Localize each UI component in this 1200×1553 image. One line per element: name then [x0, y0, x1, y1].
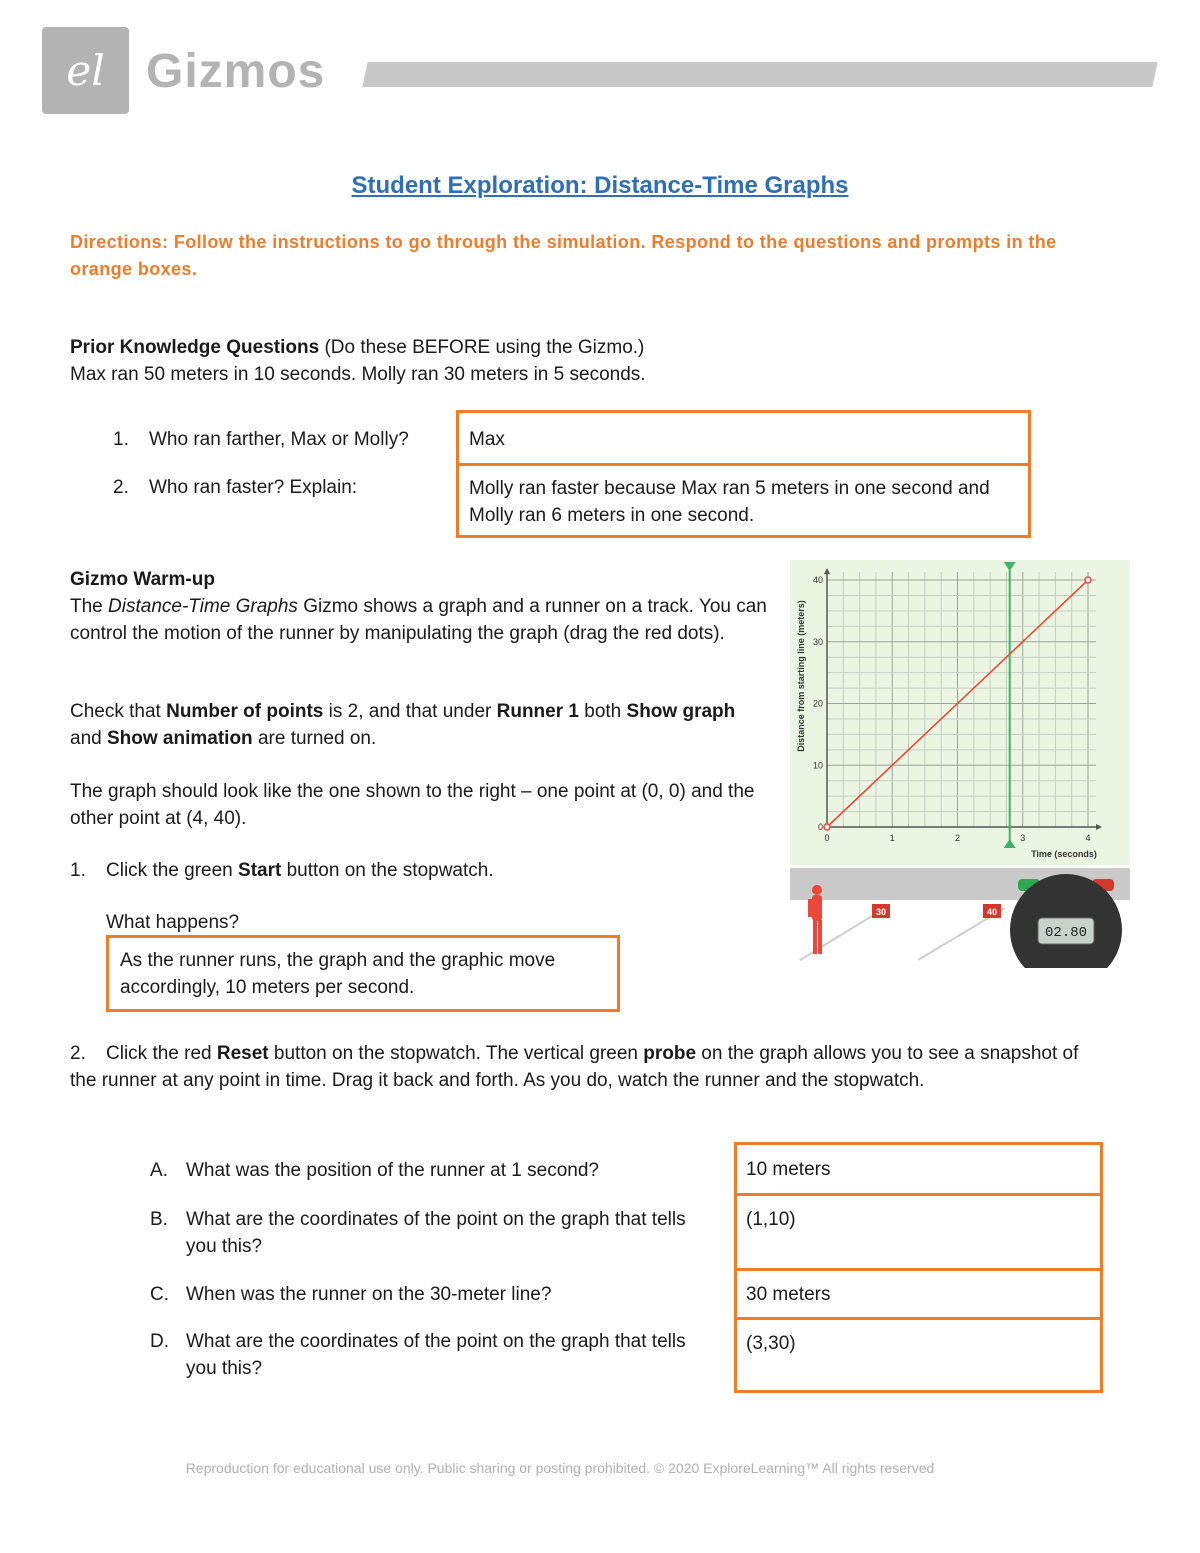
q1-answer[interactable]: As the runner runs, the graph and the graphic move accordingly, 10 meters per second.	[120, 950, 556, 998]
p2-b: Number of points	[166, 701, 324, 722]
q2-d: probe	[643, 1043, 697, 1064]
y-tick-label: 40	[812, 575, 823, 585]
q1-b: Start	[238, 860, 282, 881]
header-bar	[362, 62, 1157, 87]
stopwatch[interactable]	[1010, 874, 1122, 968]
p2-f: Show graph	[626, 701, 736, 722]
subquestion-letter: A.	[150, 1160, 168, 1181]
warmup-question-2	[70, 1040, 1100, 1094]
y-tick-label: 30	[812, 636, 823, 647]
x-axis-label: Time (seconds)	[1031, 849, 1097, 859]
marker-label: 40	[986, 907, 998, 917]
warmup-question-1	[70, 857, 770, 884]
subquestion-c	[150, 1281, 720, 1308]
answer-b[interactable]: (1,10)	[746, 1209, 796, 1230]
x-tick-label: 0	[824, 833, 830, 843]
question-number: 2.	[70, 1043, 86, 1064]
p2-a: Check that	[70, 701, 167, 722]
warmup-paragraph-1	[70, 593, 770, 647]
subquestion-letter: D.	[150, 1331, 169, 1352]
warmup-heading-text: Gizmo Warm-up	[70, 569, 215, 590]
subquestion-letter: C.	[150, 1284, 169, 1305]
subquestion-text: What are the coordinates of the point on the graph that tells you this?	[186, 1331, 686, 1379]
p1-post: Gizmo shows a graph and a runner on a track. You can control the motion of the runner by manipulating the graph (drag the red dots).	[70, 596, 767, 644]
p2-d: Runner 1	[496, 701, 579, 722]
prior-knowledge-heading: Prior Knowledge Questions	[70, 337, 320, 358]
p2-g: and	[70, 728, 107, 749]
warmup-paragraph-3: The graph should look like the one shown to the right – one point at (0, 0) and the other point at (4, 40).	[70, 781, 755, 829]
question-number: 1.	[70, 860, 86, 881]
warmup-heading	[70, 566, 215, 593]
prior-knowledge-heading-line	[70, 334, 970, 361]
probe-handle-bottom	[1004, 839, 1016, 848]
q2-a: Click the red	[106, 1043, 217, 1064]
q2-e: on the graph allows you to see a snapshot of the runner at any point in time. Drag it back and forth. As you do, watch the runner and the stopwatch.	[70, 1043, 1079, 1091]
subquestion-letter: B.	[150, 1209, 168, 1230]
answer-1[interactable]: Max	[469, 429, 505, 450]
answer-a[interactable]: 10 meters	[746, 1159, 831, 1180]
p2-h: Show animation	[106, 728, 253, 749]
gizmo-name: Distance-Time Graphs	[108, 596, 298, 617]
runner-track	[790, 868, 1130, 968]
q2-c: button on the stopwatch. The vertical green	[268, 1043, 644, 1064]
prior-knowledge-note: (Do these BEFORE using the Gizmo.)	[324, 337, 645, 358]
q1-c: button on the stopwatch.	[281, 860, 494, 881]
probe-handle-top	[1004, 562, 1016, 571]
y-tick-label: 20	[812, 698, 823, 709]
data-point	[1085, 577, 1091, 583]
warmup-paragraph-2	[70, 698, 770, 752]
question-text: Who ran farther, Max or Molly?	[149, 429, 409, 450]
prior-answer-box[interactable]	[456, 410, 1031, 538]
q1-a: Click the green	[106, 860, 239, 881]
y-tick-label: 10	[812, 760, 823, 771]
logo-glyph: el	[66, 46, 105, 95]
directions: Directions: Follow the instructions to go through the simulation. Respond to the questions and prompts in the orange boxes.	[70, 232, 1057, 279]
q2-b: Reset	[216, 1043, 269, 1064]
q1-answer-box[interactable]	[106, 935, 620, 1012]
data-point	[824, 824, 830, 830]
subquestion-text: When was the runner on the 30-meter line?	[186, 1284, 552, 1305]
prior-intro: Max ran 50 meters in 10 seconds. Molly ran 30 meters in 5 seconds.	[70, 364, 646, 385]
x-axis-arrow	[1096, 824, 1102, 830]
p2-c: is 2, and that under	[323, 701, 497, 722]
subquestion-d	[150, 1328, 720, 1382]
x-tick-label: 4	[1085, 833, 1091, 843]
question-text: Who ran faster? Explain:	[149, 477, 358, 498]
x-tick-label: 2	[954, 833, 961, 843]
p1-pre: The	[70, 596, 109, 617]
answer-c[interactable]: 30 meters	[746, 1284, 831, 1305]
distance-time-graph-panel	[790, 560, 1130, 865]
q1-prompt: What happens?	[106, 912, 240, 933]
distance-time-chart	[790, 560, 1130, 865]
footer-copyright: Reproduction for educational use only. Public sharing or posting prohibited. © 2020 ExploreLearning™ All rights reserved	[185, 1460, 935, 1476]
stopwatch-time: 02.80	[1044, 925, 1088, 941]
x-tick-label: 1	[889, 833, 895, 843]
subquestion-a	[150, 1157, 720, 1184]
subquestion-text: What was the position of the runner at 1 second?	[186, 1160, 599, 1181]
marker-label: 30	[875, 907, 887, 917]
runner-animation	[790, 868, 1130, 968]
page-title: Student Exploration: Distance-Time Graphs	[351, 172, 849, 199]
prior-question-1	[113, 426, 409, 453]
answer-d[interactable]: (3,30)	[746, 1333, 796, 1354]
question-number: 2.	[113, 477, 129, 498]
y-axis-arrow	[824, 568, 830, 574]
subquestion-answer-box[interactable]	[734, 1142, 1103, 1393]
prior-question-2	[113, 474, 357, 501]
x-tick-label: 3	[1020, 833, 1026, 843]
brand-name: Gizmos	[146, 45, 326, 98]
p2-e: both	[578, 701, 627, 722]
subquestion-text: What are the coordinates of the point on the graph that tells you this?	[186, 1209, 686, 1257]
question-number: 1.	[113, 429, 129, 450]
y-axis-label: Distance from starting line (meters)	[796, 600, 806, 752]
answer-2[interactable]: Molly ran faster because Max ran 5 meters in one second and Molly ran 6 meters in one second.	[469, 478, 990, 526]
subquestion-b	[150, 1206, 720, 1260]
p2-i: are turned on.	[252, 728, 377, 749]
gizmos-logo-mark	[42, 27, 129, 114]
time-probe	[1004, 562, 1016, 848]
y-tick-label: 0	[817, 822, 823, 832]
